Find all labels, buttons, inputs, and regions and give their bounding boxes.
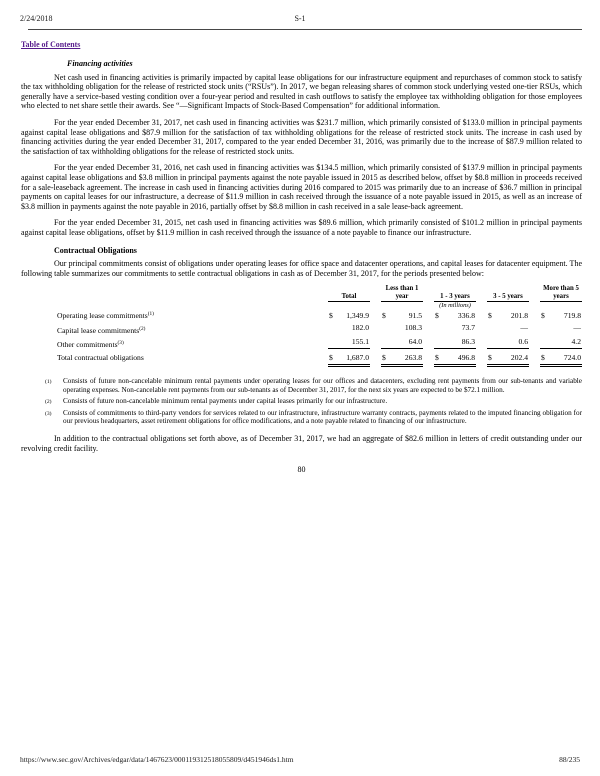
col-header-less-1yr: Less than 1 year [381, 285, 423, 302]
footnotes-section [21, 377, 582, 426]
cell-less-1yr: 108.3 [404, 323, 422, 333]
cell-total: $ 1,349.9 [329, 311, 369, 321]
col-header-more-5yr: More than 5 years [540, 285, 582, 302]
col-header-total: Total [328, 293, 370, 303]
financing-paragraph-4: For the year ended December 31, 2015, net cash used in financing activities was $89.6 million, which primarily consisted of $101.2 million in principal payments against capital lease obligations, offset by $11.9 million in cash received through the issuance of a note payable to finance our infrastructure. [21, 218, 582, 237]
table-row [21, 310, 582, 322]
row-label: Total contractual obligations [57, 353, 144, 363]
document-page-number: 80 [297, 465, 306, 475]
print-date: 2/24/2018 [20, 14, 53, 23]
letters-of-credit-paragraph: In addition to the contractual obligations set forth above, as of December 31, 2017, we had an aggregate of $82.6 million in letters of credit outstanding under our revolving credit facility. [21, 434, 582, 453]
footnote-marker: (1) [45, 379, 52, 386]
contractual-obligations-heading: Contractual Obligations [54, 245, 137, 255]
row-label: Capital lease commitments$^{(2)}$ [57, 326, 146, 336]
cell-total: 155.1 [328, 336, 370, 349]
footnote-ref: (2) [139, 326, 146, 333]
cell-3-5yr: 0.6 [487, 336, 529, 349]
cell-less-1yr: $ 263.8 [381, 352, 423, 367]
footnote-text: Consists of future non-cancelable minimum rental payments under operating leases for our offices and datacenters, excluding rent payments from our sub-tenants and variable operating expenses. Non-cancelable rent payments from our sub-tenants as of December 31, 2017, for the next six years are expected to be $72.1 million. [63, 377, 582, 395]
form-type-label: S-1 [294, 14, 306, 23]
contractual-obligations-table [21, 285, 582, 367]
col-header-3-5yr: 3 - 5 years [487, 293, 529, 303]
cell-1-3yr: $ 336.8 [435, 311, 475, 321]
document-body [21, 59, 582, 475]
footnote-1 [21, 377, 582, 395]
cell-more-5yr: $ 719.8 [541, 311, 581, 321]
cell-3-5yr: $ 201.8 [488, 311, 528, 321]
print-footer [20, 755, 580, 764]
cell-more-5yr: 4.2 [540, 336, 582, 349]
financing-paragraph-1: Net cash used in financing activities is primarily impacted by capital lease obligations for our infrastructure equipment and repurchases of common stock to satisfy the tax withholding obligation for the release of restricted stock units (“RSUs”). In 2017, we began releasing shares of common stock underlying vested one-tier RSUs, which generally have a service-based vesting condition over a four-year period and resulted in cash outflows to satisfy the employee tax withholding obligation for those employees who elected to net share settle their awards. See “—Significant Impacts of Stock-Based Compensation” for additional information. [21, 72, 582, 111]
units-note: (In millions) [439, 302, 471, 310]
footnote-3 [21, 409, 582, 427]
table-row [21, 322, 582, 336]
cell-3-5yr: $ 202.4 [487, 352, 529, 367]
table-header-row [21, 285, 582, 302]
cell-total: 182.0 [351, 323, 369, 333]
row-label: Other commitments$^{(3)}$ [57, 340, 124, 350]
cell-less-1yr: $ 91.5 [382, 311, 422, 321]
table-of-contents-link[interactable]: Table of Contents [21, 40, 81, 49]
print-page-indicator: 88/235 [559, 755, 580, 764]
table-total-row [21, 352, 582, 367]
footnote-2 [21, 397, 582, 407]
footnote-marker: (3) [45, 410, 52, 417]
table-units-row [21, 302, 582, 310]
financing-paragraph-3: For the year ended December 31, 2016, net cash used in financing activities was $134.5 million, which primarily consisted of $137.9 million in principal payments against capital lease obligations and $3.8 million in principal payments against the note payable issued in 2015 as described below, offset by $8.8 million in proceeds received for a sale-leaseback agreement. The increase in cash used in financing activities during 2016 compared to 2015 was primarily due to an increase of $36.7 million in principal payments on capital leases for our infrastructure, a decrease of $11.9 million in cash received through the issuance of a note payable issued in 2015, as well as an increase of $3.8 million in payments against the note payable in 2016, partially offset by $8.8 million in cash received in a sale lease-back agreement. [21, 163, 582, 211]
cell-3-5yr: — [520, 323, 528, 333]
cell-less-1yr: 64.0 [381, 336, 423, 349]
footnote-text: Consists of commitments to third-party vendors for services related to our infrastructure, infrastructure warranty contracts, payments related to the imputed financing obligation for our previous headquarters, asset retirement obligations for office modifications, and a note payable related to financing of our infrastructure. [63, 408, 582, 426]
footnote-marker: (2) [45, 398, 52, 405]
financing-activities-heading: Financing activities [67, 59, 133, 68]
footnote-ref: (3) [117, 340, 124, 347]
cell-more-5yr: — [573, 323, 581, 333]
table-row [21, 336, 582, 350]
row-label: Operating lease commitments$^{(1)}$ [57, 311, 154, 321]
contractual-intro-paragraph: Our principal commitments consist of obligations under operating leases for office space and datacenter operations, and capital leases for datacenter equipment. The following table summarizes our commitments to settle contractual obligations in cash as of December 31, 2017, for the periods presented below: [21, 259, 582, 278]
cell-more-5yr: $ 724.0 [540, 352, 582, 367]
cell-1-3yr: $ 496.8 [434, 352, 476, 367]
source-url: https://www.sec.gov/Archives/edgar/data/1467623/000119312518055809/d451946ds1.htm [20, 755, 294, 764]
col-header-1-3yr: 1 - 3 years [434, 293, 476, 303]
cell-total: $ 1,687.0 [328, 352, 370, 367]
financing-paragraph-2: For the year ended December 31, 2017, net cash used in financing activities was $231.7 million, which primarily consisted of $133.0 million in principal payments against capital lease obligations and $87.9 million for the satisfaction of tax withholding obligations for the release of restricted stock units. The increase in cash used by financing activities during the year ended December 31, 2017, compared to the year ended December 31, 2016, was primarily due to the increase of $87.9 million related to the satisfaction of tax withholding obligations for the release of restricted stock units. [21, 117, 582, 156]
footnote-ref: (1) [147, 311, 154, 318]
header-divider [28, 29, 582, 30]
cell-1-3yr: 86.3 [434, 336, 476, 349]
footnote-text: Consists of future non-cancelable minimum rental payments under capital leases primarily for our infrastructure. [63, 396, 388, 405]
cell-1-3yr: 73.7 [461, 323, 475, 333]
